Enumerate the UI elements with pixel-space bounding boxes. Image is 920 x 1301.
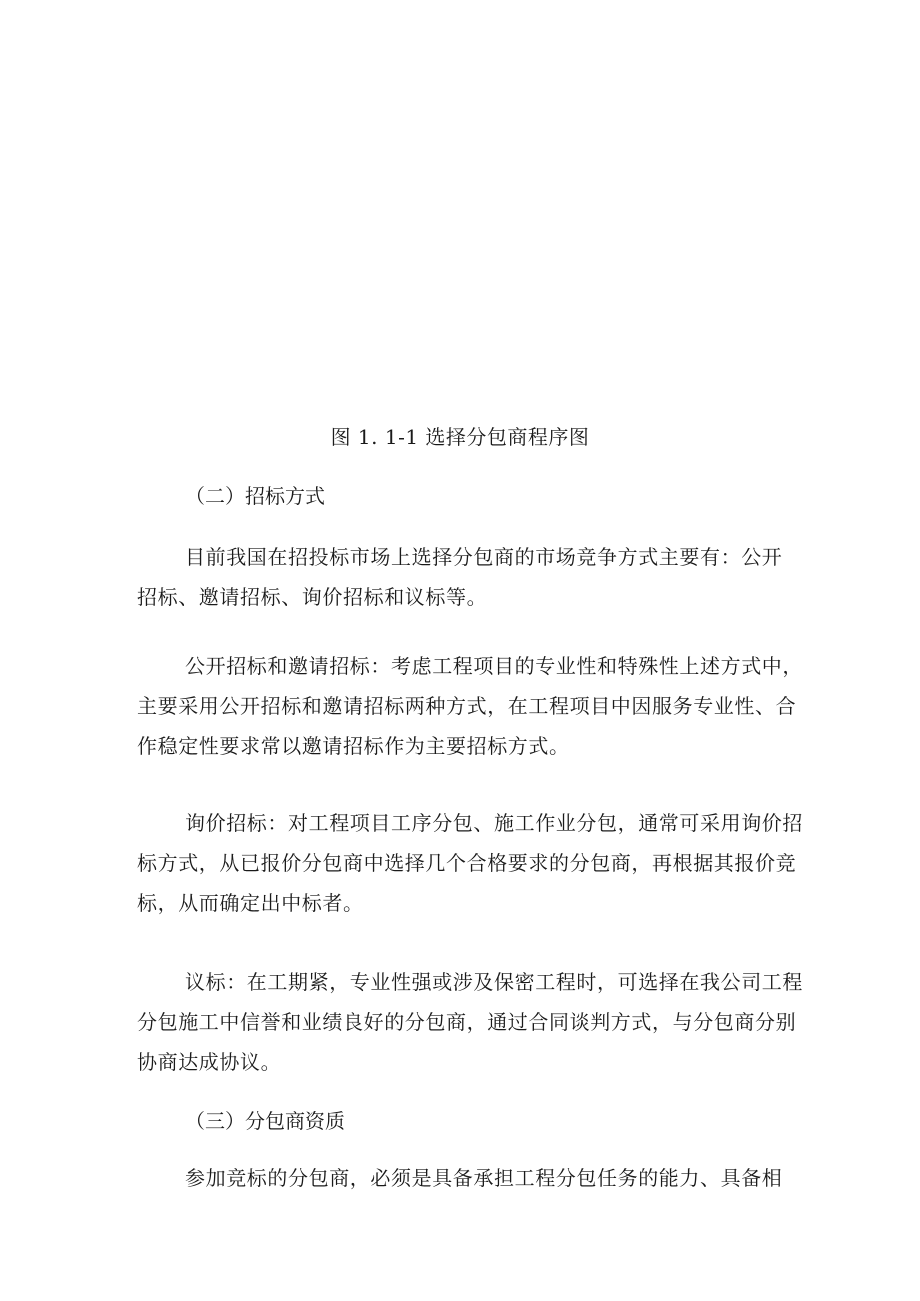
paragraph-open-invited-bidding — [137, 646, 803, 766]
paragraph-line: 标方式，从已报价分包商中选择几个合格要求的分包商，再根据其报价竞 — [137, 851, 797, 875]
paragraph-inquiry-bidding — [137, 803, 803, 923]
paragraph-negotiated-bidding — [137, 962, 803, 1082]
paragraph-line: 招标、邀请招标、询价招标和议标等。 — [137, 585, 488, 609]
paragraph-market-methods — [137, 537, 787, 617]
paragraph-line: 标，从而确定出中标者。 — [137, 891, 364, 915]
paragraph-line: 公开招标和邀请招标：考虑工程项目的专业性和特殊性上述方式中， — [185, 654, 803, 678]
paragraph-qualification — [137, 1158, 787, 1198]
paragraph-line: 参加竞标的分包商，必须是具备承担工程分包任务的能力、具备相 — [185, 1166, 783, 1190]
paragraph-line: 询价招标：对工程项目工序分包、施工作业分包，通常可采用询价招 — [185, 811, 803, 835]
paragraph-line: 议标：在工期紧，专业性强或涉及保密工程时，可选择在我公司工程 — [185, 970, 803, 994]
figure-caption: 图 1. 1-1 选择分包商程序图 — [330, 425, 590, 449]
paragraph-line: 主要采用公开招标和邀请招标两种方式，在工程项目中因服务专业性、合 — [137, 694, 797, 718]
section-heading-bidding-methods: （二）招标方式 — [185, 484, 325, 508]
paragraph-line: 分包施工中信誉和业绩良好的分包商，通过合同谈判方式，与分包商分别 — [137, 1010, 797, 1034]
paragraph-line: 目前我国在招投标市场上选择分包商的市场竞争方式主要有：公开 — [185, 545, 783, 569]
paragraph-line: 协商达成协议。 — [137, 1050, 282, 1074]
section-heading-subcontractor-qualification: （三）分包商资质 — [185, 1109, 345, 1133]
paragraph-line: 作稳定性要求常以邀请招标作为主要招标方式。 — [137, 734, 570, 758]
